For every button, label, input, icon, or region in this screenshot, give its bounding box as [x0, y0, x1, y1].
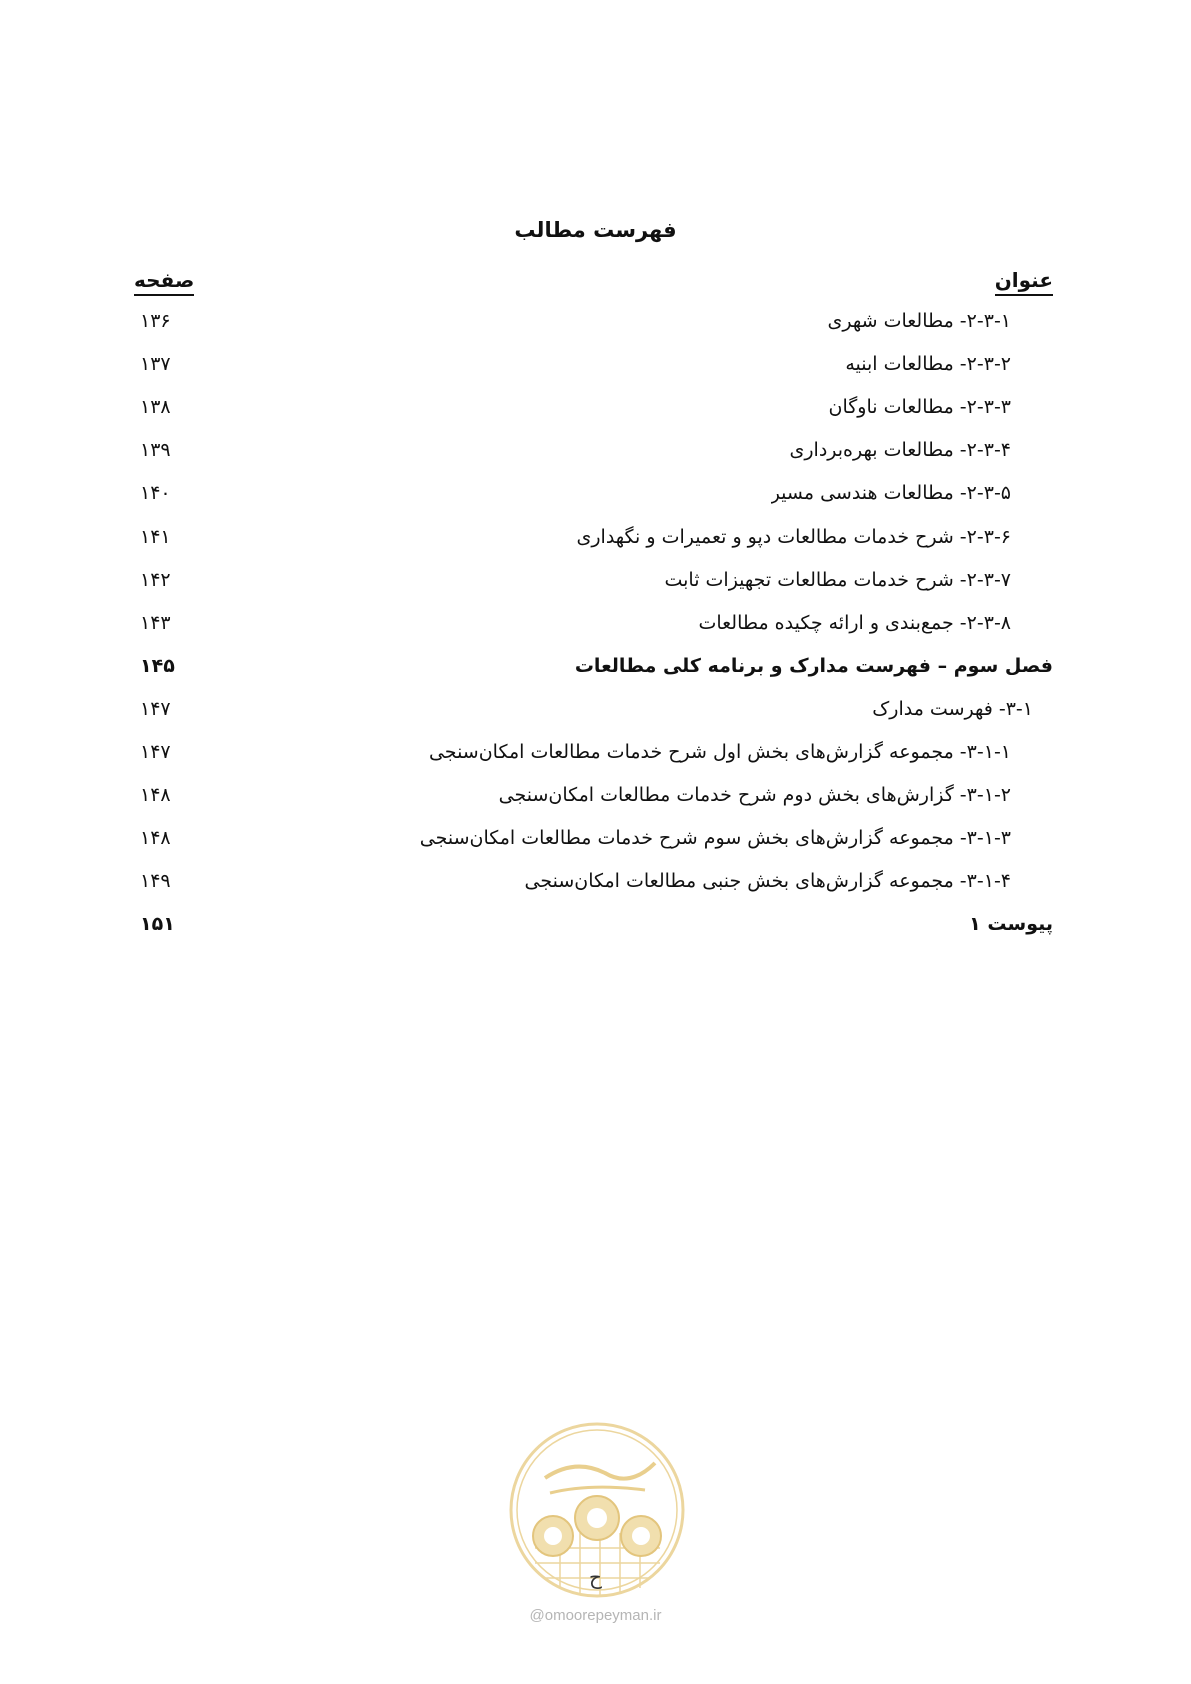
toc-entry-label: ۳-۱- فهرست مدارک [872, 697, 1033, 720]
toc-entry-label: ۳-۱-۲- گزارش‌های بخش دوم شرح خدمات مطالعات امکان‌سنجی [498, 784, 1011, 807]
toc-entry-page: ۱۴۹ [140, 870, 171, 893]
toc-entry-page: ۱۴۷ [140, 697, 171, 720]
toc-entry[interactable] [0, 913, 1191, 947]
toc-entry-label: فصل سوم – فهرست مدارک و برنامه کلی مطالعات [574, 654, 1053, 677]
toc-entry-page: ۱۴۷ [140, 741, 171, 763]
toc-entry[interactable] [0, 439, 1191, 473]
toc-header-page: صفحه [134, 268, 194, 296]
toc-entry-page: ۱۴۸ [140, 784, 171, 807]
toc-entry-page: ۱۴۰ [140, 482, 171, 505]
website-watermark: @omoorepeyman.ir [529, 1607, 662, 1624]
toc-entry[interactable] [0, 396, 1191, 430]
toc-entry-label: ۲-۳-۸- جمع‌بندی و ارائه چکیده مطالعات [698, 611, 1011, 634]
toc-entry[interactable] [0, 784, 1191, 818]
toc-entry[interactable] [0, 482, 1191, 516]
toc-entry[interactable] [0, 526, 1191, 560]
toc-entry-page: ۱۴۲ [140, 568, 171, 591]
toc-entry-page: ۱۴۵ [140, 654, 175, 677]
toc-entry[interactable] [0, 870, 1191, 904]
toc-entry[interactable] [0, 741, 1191, 775]
toc-entry-page: ۱۳۹ [140, 439, 171, 462]
toc-entry[interactable] [0, 310, 1191, 344]
toc-entry-label: ۳-۱-۴- مجموعه گزارش‌های بخش جنبی مطالعات امکان‌سنجی [524, 870, 1011, 893]
toc-title: فهرست مطالب [514, 218, 677, 242]
toc-header-title: عنوان [995, 268, 1053, 296]
toc-entry-label: ۲-۳-۷- شرح خدمات مطالعات تجهیزات ثابت [664, 568, 1011, 591]
toc-entry-page: ۱۳۶ [140, 310, 171, 332]
toc-entry-page: ۱۴۳ [140, 611, 171, 634]
toc-entry-page: ۱۴۱ [140, 525, 171, 548]
toc-entry[interactable] [0, 827, 1191, 861]
toc-entry[interactable] [0, 569, 1191, 603]
toc-entry-label: ۲-۳-۲- مطالعات ابنیه [845, 353, 1011, 376]
toc-entry-label: ۳-۱-۳- مجموعه گزارش‌های بخش سوم شرح خدمات مطالعات امکان‌سنجی [419, 827, 1011, 850]
toc-entry-page: ۱۳۷ [140, 353, 171, 376]
toc-entry[interactable] [0, 698, 1191, 732]
toc-entry-label: ۲-۳-۱- مطالعات شهری [827, 310, 1011, 332]
toc-entry-label: ۲-۳-۴- مطالعات بهره‌برداری [789, 439, 1011, 462]
toc-entry-label: ۲-۳-۳- مطالعات ناوگان [828, 396, 1011, 419]
toc-entry-label: ۲-۳-۵- مطالعات هندسی مسیر [770, 482, 1011, 505]
toc-entry[interactable] [0, 655, 1191, 689]
toc-entry-page: ۱۴۸ [140, 827, 171, 850]
toc-entry[interactable] [0, 353, 1191, 387]
toc-entry-label: ۲-۳-۶- شرح خدمات مطالعات دپو و تعمیرات و نگهداری [576, 525, 1011, 548]
toc-entry-label: ۳-۱-۱- مجموعه گزارش‌های بخش اول شرح خدمات مطالعات امکان‌سنجی [428, 741, 1011, 763]
toc-entry-page: ۱۵۱ [140, 913, 175, 936]
toc-entry-label: پیوست ۱ [969, 913, 1053, 936]
toc-entry[interactable] [0, 612, 1191, 646]
toc-entry-page: ۱۳۸ [140, 396, 171, 419]
page-number: ح [589, 1565, 602, 1589]
